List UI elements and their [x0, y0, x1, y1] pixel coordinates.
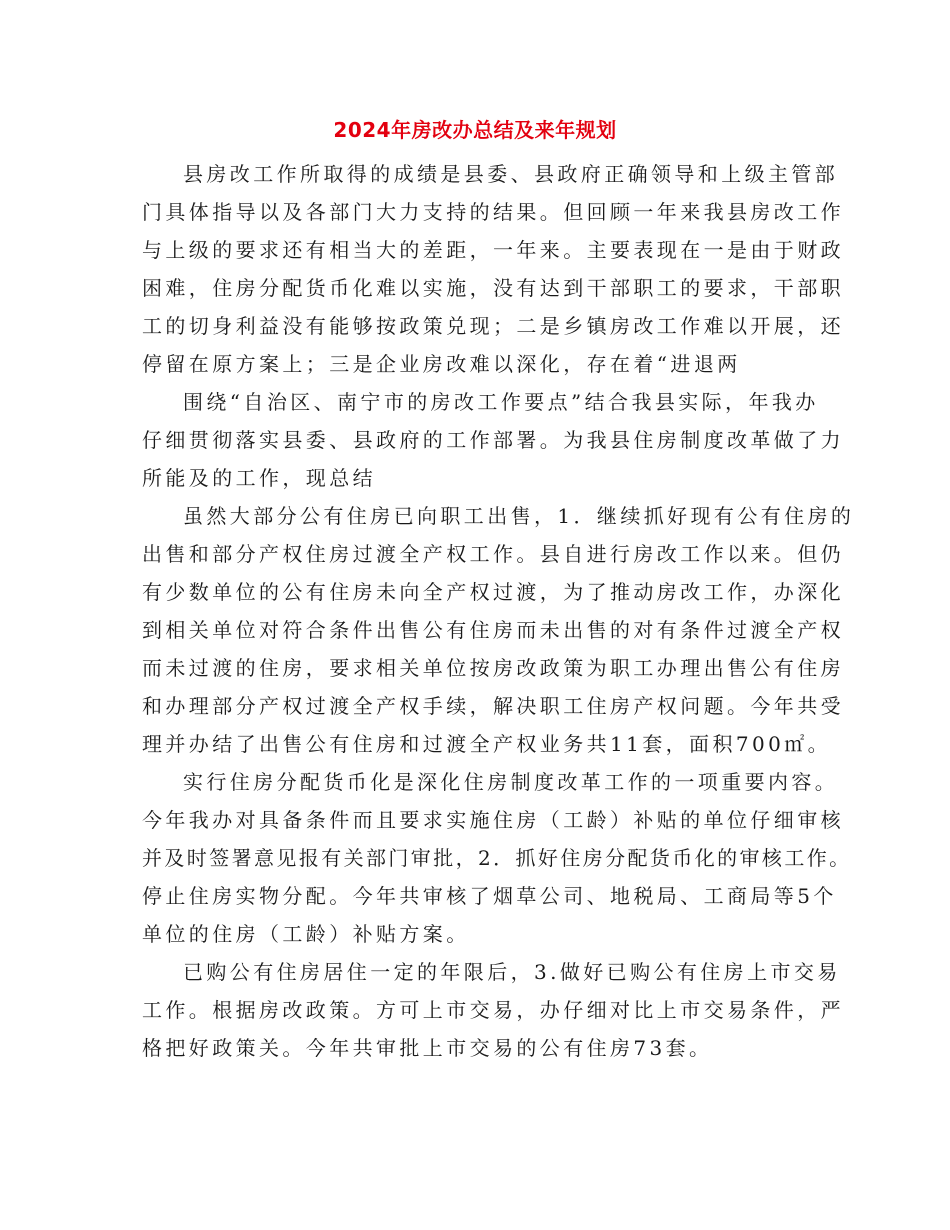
text-line: 仔细贯彻落实县委、县政府的工作部署。为我县住房制度改革做了力 [142, 428, 844, 452]
text-line: 停留在原方案上；三是企业房改难以深化，存在着“进退两 [142, 352, 741, 376]
text-line: 并及时签署意见报有关部门审批，2．抓好住房分配货币化的审核工作。 [142, 846, 852, 870]
document-title: 2024年房改办总结及来年规划 [333, 118, 617, 142]
text-line: 工的切身利益没有能够按政策兑现；二是乡镇房改工作难以开展，还 [142, 314, 844, 338]
text-line: 与上级的要求还有相当大的差距，一年来。主要表现在一是由于财政 [142, 238, 844, 262]
text-line: 和办理部分产权过渡全产权手续，解决职工住房产权问题。今年共受 [142, 694, 844, 718]
text-line: 到相关单位对符合条件出售公有住房而未出售的对有条件过渡全产权 [142, 618, 844, 642]
text-line: 实行住房分配货币化是深化住房制度改革工作的一项重要内容。 [183, 770, 839, 794]
text-line: 已购公有住房居住一定的年限后，3.做好已购公有住房上市交易 [183, 960, 841, 984]
text-line: 困难，住房分配货币化难以实施，没有达到干部职工的要求，干部职 [142, 276, 844, 300]
text-line: 围绕“自治区、南宁市的房改工作要点”结合我县实际，年我办 [183, 390, 819, 414]
text-line: 今年我办对具备条件而且要求实施住房（工龄）补贴的单位仔细审核 [142, 808, 844, 832]
text-line: 有少数单位的公有住房未向全产权过渡，为了推动房改工作，办深化 [142, 580, 844, 604]
text-line: 县房改工作所取得的成绩是县委、县政府正确领导和上级主管部 [183, 162, 839, 186]
text-line: 停止住房实物分配。今年共审核了烟草公司、地税局、工商局等5个 [142, 884, 837, 908]
text-line: 单位的住房（工龄）补贴方案。 [142, 922, 470, 946]
text-line: 出售和部分产权住房过渡全产权工作。县自进行房改工作以来。但仍 [142, 542, 844, 566]
text-line: 门具体指导以及各部门大力支持的结果。但回顾一年来我县房改工作 [142, 200, 844, 224]
text-line: 虽然大部分公有住房已向职工出售，1．继续抓好现有公有住房的 [183, 504, 855, 528]
text-line: 格把好政策关。今年共审批上市交易的公有住房73套。 [142, 1036, 713, 1060]
text-line: 理并办结了出售公有住房和过渡全产权业务共11套，面积700㎡。 [142, 732, 832, 756]
text-line: 而未过渡的住房，要求相关单位按房改政策为职工办理出售公有住房 [142, 656, 844, 680]
text-line: 所能及的工作，现总结 [142, 466, 376, 490]
text-line: 工作。根据房改政策。方可上市交易，办仔细对比上市交易条件，严 [142, 998, 844, 1022]
